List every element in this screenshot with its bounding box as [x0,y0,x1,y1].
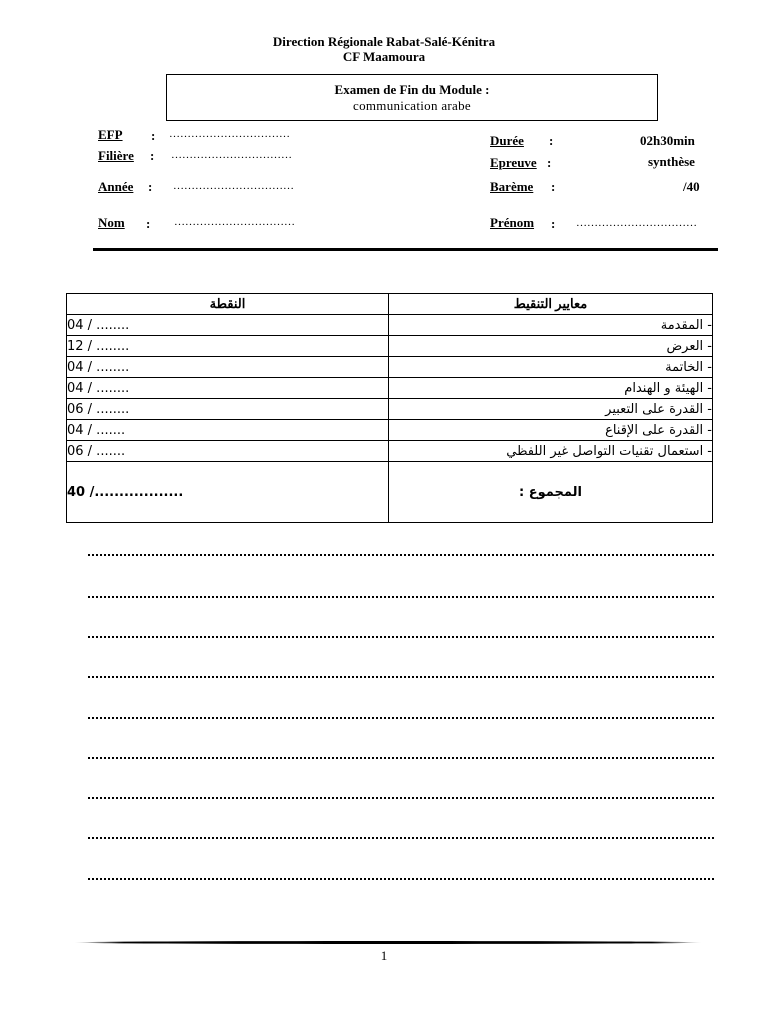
field-colon: : [151,128,156,143]
writing-line[interactable] [88,717,714,719]
criteria-cell: - المقدمة [389,315,713,336]
center-name: CF Maamoura [342,49,426,64]
grading-table [66,293,713,523]
field-value: synthèse [648,154,695,169]
field-value: /40 [683,179,700,194]
total-label-cell: المجموع : [389,462,713,523]
score-cell[interactable]: 06 / ....... [67,441,389,462]
field-label: Nom [98,215,125,230]
field-label: Epreuve [490,155,537,170]
criteria-cell: - الخاتمة [389,357,713,378]
score-cell[interactable]: 04 / ........ [67,315,389,336]
criteria-cell: - العرض [389,336,713,357]
table-row [67,357,713,378]
column-header-score: النقطة [67,294,389,315]
field-label: Durée [490,133,524,148]
writing-line[interactable] [88,554,714,556]
table-row [67,315,713,336]
writing-line[interactable] [88,878,714,880]
page-number: 1 [380,948,388,963]
field-colon: : [551,216,556,231]
score-cell[interactable]: 04 / ........ [67,357,389,378]
field-colon: : [551,179,556,194]
field-colon: : [547,155,552,170]
criteria-cell: - القدرة على التعبير [389,399,713,420]
field-blank[interactable]: …………………………… [171,149,292,161]
table-row [67,378,713,399]
writing-line[interactable] [88,676,714,678]
table-row [67,441,713,462]
field-blank[interactable]: …………………………… [169,128,290,140]
field-colon: : [146,216,151,231]
field-blank[interactable]: …………………………… [174,216,295,228]
exam-title-box [166,74,658,121]
writing-line[interactable] [88,797,714,799]
field-label: Filière [98,148,134,163]
column-header-criteria: معايير التنقيط [389,294,713,315]
table-header-row [67,294,713,315]
institution-name: Direction Régionale Rabat-Salé-Kénitra [272,34,496,49]
field-label: Année [98,179,134,194]
score-cell[interactable]: 12 / ........ [67,336,389,357]
score-cell[interactable]: 04 / ....... [67,420,389,441]
score-cell[interactable]: 04 / ........ [67,378,389,399]
writing-line[interactable] [88,636,714,638]
field-label: Barème [490,179,534,194]
header-separator [93,248,718,251]
field-value: 02h30min [640,133,695,148]
writing-line[interactable] [88,596,714,598]
table-row [67,399,713,420]
criteria-cell: - استعمال تقنيات التواصل غير اللفظي [389,441,713,462]
table-row [67,420,713,441]
table-row [67,336,713,357]
criteria-cell: - الهيئة و الهندام [389,378,713,399]
field-colon: : [549,133,554,148]
writing-line[interactable] [88,757,714,759]
footer-separator [74,941,702,944]
field-blank[interactable]: …………………………… [173,180,294,192]
total-row [67,462,713,523]
field-colon: : [150,148,155,163]
criteria-cell: - القدرة على الإقناع [389,420,713,441]
exam-title: Examen de Fin du Module : [334,82,490,97]
total-score-cell[interactable]: 40 /.................. [67,462,389,523]
field-label: EFP [98,127,123,142]
field-colon: : [148,179,153,194]
score-cell[interactable]: 06 / ........ [67,399,389,420]
field-label: Prénom [490,215,535,230]
field-blank[interactable]: …………………………… [576,217,697,229]
writing-line[interactable] [88,837,714,839]
module-name: communication arabe [353,98,471,113]
